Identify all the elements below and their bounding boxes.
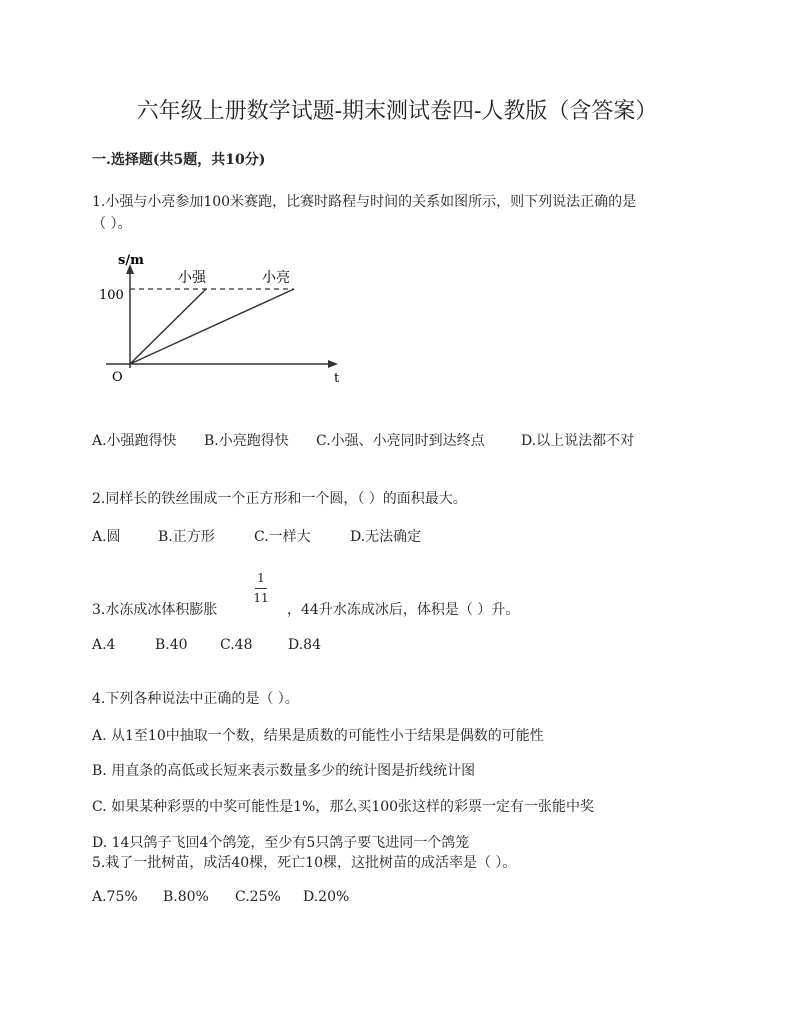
question-3-text-after: ，44升水冻成冰后，体积是（ ）升。 [287, 602, 520, 618]
line-label-xiaoliang: 小亮 [262, 270, 290, 286]
option-d[interactable]: D.无法确定 [350, 529, 422, 545]
page-title: 六年级上册数学试题-期末测试卷四-人教版（含答案） [136, 99, 658, 124]
question-1-text: 1.小强与小亮参加100米赛跑，比赛时路程与时间的关系如图所示，则下列说法正确的是 [92, 194, 637, 210]
question-5-options [92, 889, 349, 905]
question-4-option-b[interactable]: B. 用直条的高低或长短来表示数量多少的统计图是折线统计图 [92, 763, 476, 779]
option-c[interactable]: C.48 [220, 637, 253, 653]
fraction-numerator: 1 [257, 571, 265, 585]
line-xiaoqiang [130, 289, 206, 364]
question-1-options [92, 430, 634, 450]
question-4-option-c[interactable]: C. 如果某种彩票的中奖可能性是1%，那么买100张这样的彩票一定有一张能中奖 [92, 799, 595, 815]
fraction-denominator: 11 [253, 591, 269, 605]
option-d[interactable]: D.84 [288, 637, 321, 653]
question-2-options [92, 526, 421, 546]
option-a[interactable]: A.小强跑得快 [92, 433, 177, 449]
question-4-option-a[interactable]: A. 从1至10中抽取一个数，结果是质数的可能性小于结果是偶数的可能性 [92, 728, 544, 744]
option-c[interactable]: C.一样大 [254, 529, 311, 545]
question-1-blank: （ ）。 [92, 216, 132, 232]
fraction-one-eleventh [251, 571, 271, 605]
option-c[interactable]: C.小强、小亮同时到达终点 [316, 433, 485, 449]
fraction-bar [255, 588, 267, 589]
question-3-text-before: 3.水冻成冰体积膨胀 [92, 602, 218, 618]
option-b[interactable]: B.40 [155, 637, 188, 653]
option-a[interactable]: A.4 [92, 637, 116, 653]
y-tick-100: 100 [99, 288, 124, 303]
option-a[interactable]: A.75% [92, 889, 138, 905]
option-b[interactable]: B.80% [163, 889, 209, 905]
option-b[interactable]: B.正方形 [158, 529, 215, 545]
option-a[interactable]: A.圆 [92, 529, 121, 545]
question-4-text: 4.下列各种说法中正确的是（ ）。 [92, 691, 299, 707]
question-3-options [92, 637, 321, 653]
section-heading: 一.选择题(共5题，共10分) [92, 152, 266, 168]
x-axis-label: t [334, 371, 340, 386]
x-axis-arrow [328, 360, 338, 368]
option-c[interactable]: C.25% [235, 889, 281, 905]
option-d[interactable]: D.20% [303, 889, 350, 905]
line-xiaoliang [130, 289, 294, 364]
option-b[interactable]: B.小亮跑得快 [204, 433, 289, 449]
question-5-text: 5.栽了一批树苗，成活40棵，死亡10棵，这批树苗的成活率是（ ）。 [92, 855, 517, 871]
distance-time-graph [96, 248, 356, 388]
question-4-option-d[interactable]: D. 14只鸽子飞回4个鸽笼，至少有5只鸽子要飞进同一个鸽笼 [92, 835, 470, 851]
line-label-xiaoqiang: 小强 [178, 270, 206, 286]
option-d[interactable]: D.以上说法都不对 [521, 433, 635, 449]
origin-label: O [112, 370, 123, 385]
y-axis-label: s/m [118, 253, 144, 268]
question-2-text: 2.同样长的铁丝围成一个正方形和一个圆，（ ）的面积最大。 [92, 491, 467, 507]
